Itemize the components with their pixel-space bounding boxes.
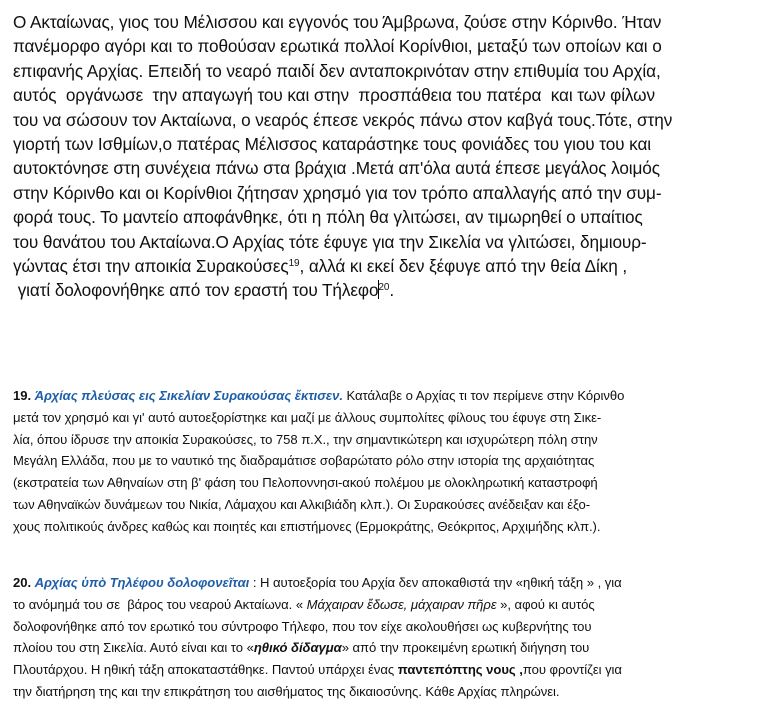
footnote-20-line-2-rest: », αφού κι αυτός <box>496 596 595 612</box>
footnote-19 <box>13 385 761 538</box>
footnote-19-line-7: χους πολιτικούς άνδρες καθώς και ποιητές και επιστήμονες (Ερμοκράτης, Θεόκριτος, Αρχιμήδης κλπ.). <box>13 518 601 534</box>
main-line-12-text: γιατί δολοφονήθηκε από τον εραστή του Τήλεφο <box>17 280 379 301</box>
footnote-20-line-5-rest: που φροντίζει για <box>522 662 622 678</box>
footnote-20-quote: Μάχαιραν ἔδωσε, μάχαιραν πῆρε <box>306 596 497 612</box>
footnote-20-line-4-text: πλοίου του στη Σικελία. Αυτό είναι και το « <box>13 640 254 656</box>
footnote-ref-20[interactable]: 20 <box>378 282 390 294</box>
main-line-11-text: γώντας έτσι την αποικία Συρακούσες <box>13 256 289 277</box>
main-line-11 <box>13 254 759 278</box>
footnote-19-line-4: Μεγάλη Ελλάδα, που με το ναυτικό της διαδραμάτισε σοβαρώτατο ρόλο στην ιστορία της αρχαιότητας <box>13 453 595 469</box>
footnote-20-number: 20. <box>13 575 32 590</box>
footnote-20 <box>13 572 761 703</box>
footnote-19-line-6: των Αθηναϊκών δυνάμεων του Νικία, Λάμαχου και Αλκιβιάδη κλπ.). Οι Συρακούσες ανέδειξαν και έξο- <box>13 496 591 512</box>
footnote-20-line-3: δολοφονήθηκε από τον ερωτικό του σύντροφο Τήλεφο, που τον είχε ακολουθήσει ως κυβερνήτης του <box>13 618 592 634</box>
footnote-20-line-6: την διατήρηση της και την επικράτηση του αισθήματος της δικαιοσύνης. Κάθε Αρχίας πληρώνει. <box>13 683 560 699</box>
footnote-19-line-5: (εκστρατεία των Αθηναίων στη β' φάση του Πελοποννησι-ακού πολέμου με ολοκληρωτική καταστροφή <box>13 475 598 491</box>
footnote-ref-19[interactable]: 19 <box>288 258 300 270</box>
footnote-20-line-4-rest: » από την προκειμένη ερωτική διήγηση του <box>341 640 590 656</box>
main-line-9: φορά τους. Το μαντείο αποφάνθηκε, ότι η πόλη θα γλιτώσει, αν τιμωρηθεί ο υπαίτιος <box>13 207 643 228</box>
footnote-19-line-2: μετά τον χρησμό και γι' αυτό αυτοεξορίστηκε και μαζί με άλλους συμπολίτες φίλους του έφυγε στη Σικε- <box>13 409 602 425</box>
main-line-7: αυτοκτόνησε στη συνέχεια πάνω στα βράχια .Μετά απ'όλα αυτά έπεσε μεγάλος λοιμός <box>13 158 660 179</box>
main-line-12-rest: . <box>389 280 395 301</box>
footnote-20-title: Αρχίας ὑπὸ Τηλέφου δολοφονεῖται <box>34 575 250 590</box>
main-line-2: πανέμορφο αγόρι και το ποθούσαν ερωτικά πολλοί Κορίνθιοι, μεταξύ των οποίων και ο <box>13 36 662 57</box>
main-paragraph <box>13 10 759 303</box>
footnote-20-line-5-text: Πλουτάρχου. Η ηθική τάξη αποκαταστάθηκε. Παντού υπάρχει ένας <box>13 662 398 678</box>
main-line-1: Ο Ακταίωνας, γιος του Μέλισσου και εγγονός του Άμβρωνα, ζούσε στην Κόρινθο. Ήταν <box>13 12 662 32</box>
footnote-20-line-1-rest: : Η αυτοεξορία του Αρχία δεν αποκαθιστά την «ηθική τάξη » , για <box>249 575 622 590</box>
footnote-19-line-1 <box>13 385 761 407</box>
main-line-4: αυτός οργάνωσε την απαγωγή του και στην προσπάθεια του πατέρα και των φίλων <box>13 85 655 106</box>
main-line-3: επιφανής Αρχίας. Επειδή το νεαρό παιδί δεν ανταποκρινόταν στην επιθυμία του Αρχία, <box>13 60 661 81</box>
main-line-5: του να σώσουν τον Ακταίωνα, ο νεαρός έπεσε νεκρός πάνω στον καβγά τους.Τότε, στην <box>13 109 673 130</box>
main-line-12 <box>13 278 759 302</box>
footnote-20-line-2-text: το ανόμημά του σε βάρος του νεαρού Ακταίωνα. « <box>13 596 307 612</box>
footnote-20-moral: ηθικό δίδαγμα <box>253 640 342 656</box>
main-line-11-rest: , αλλά κι εκεί δεν ξέφυγε από την θεία Δίκη , <box>299 256 628 277</box>
footnote-19-number: 19. <box>13 388 32 403</box>
main-line-10: του θανάτου του Ακταίωνα.Ο Αρχίας τότε έφυγε για την Σικελία να γλιτώσει, δημιουρ- <box>13 231 647 252</box>
footnote-20-line-1 <box>13 572 761 594</box>
footnote-20-line-4 <box>13 637 761 659</box>
footnote-20-line-2 <box>13 594 761 616</box>
footnote-19-line-3: λία, όπου ίδρυσε την αποικία Συρακούσες, το 758 π.Χ., την σημαντικώτερη και ισχυρώτερη πόλη στην <box>13 431 598 447</box>
footnote-20-pantepoptis: παντεπόπτης νους , <box>397 662 523 678</box>
main-line-8: στην Κόρινθο και οι Κορίνθιοι ζήτησαν χρησμό για τον τρόπο απαλλαγής από την συμ- <box>13 182 662 203</box>
footnote-19-line-1-rest: Κατάλαβε ο Αρχίας τι τον περίμενε στην Κόρινθο <box>342 388 625 403</box>
footnote-20-line-5 <box>13 659 761 681</box>
footnote-19-title: Άρχίας πλεύσας εις Σικελίαν Συρακούσας ἔκτισεν. <box>34 388 343 403</box>
main-line-6: γιορτή των Ισθμίων,ο πατέρας Μέλισσος καταράστηκε τους φονιάδες του γιου του και <box>13 134 651 155</box>
